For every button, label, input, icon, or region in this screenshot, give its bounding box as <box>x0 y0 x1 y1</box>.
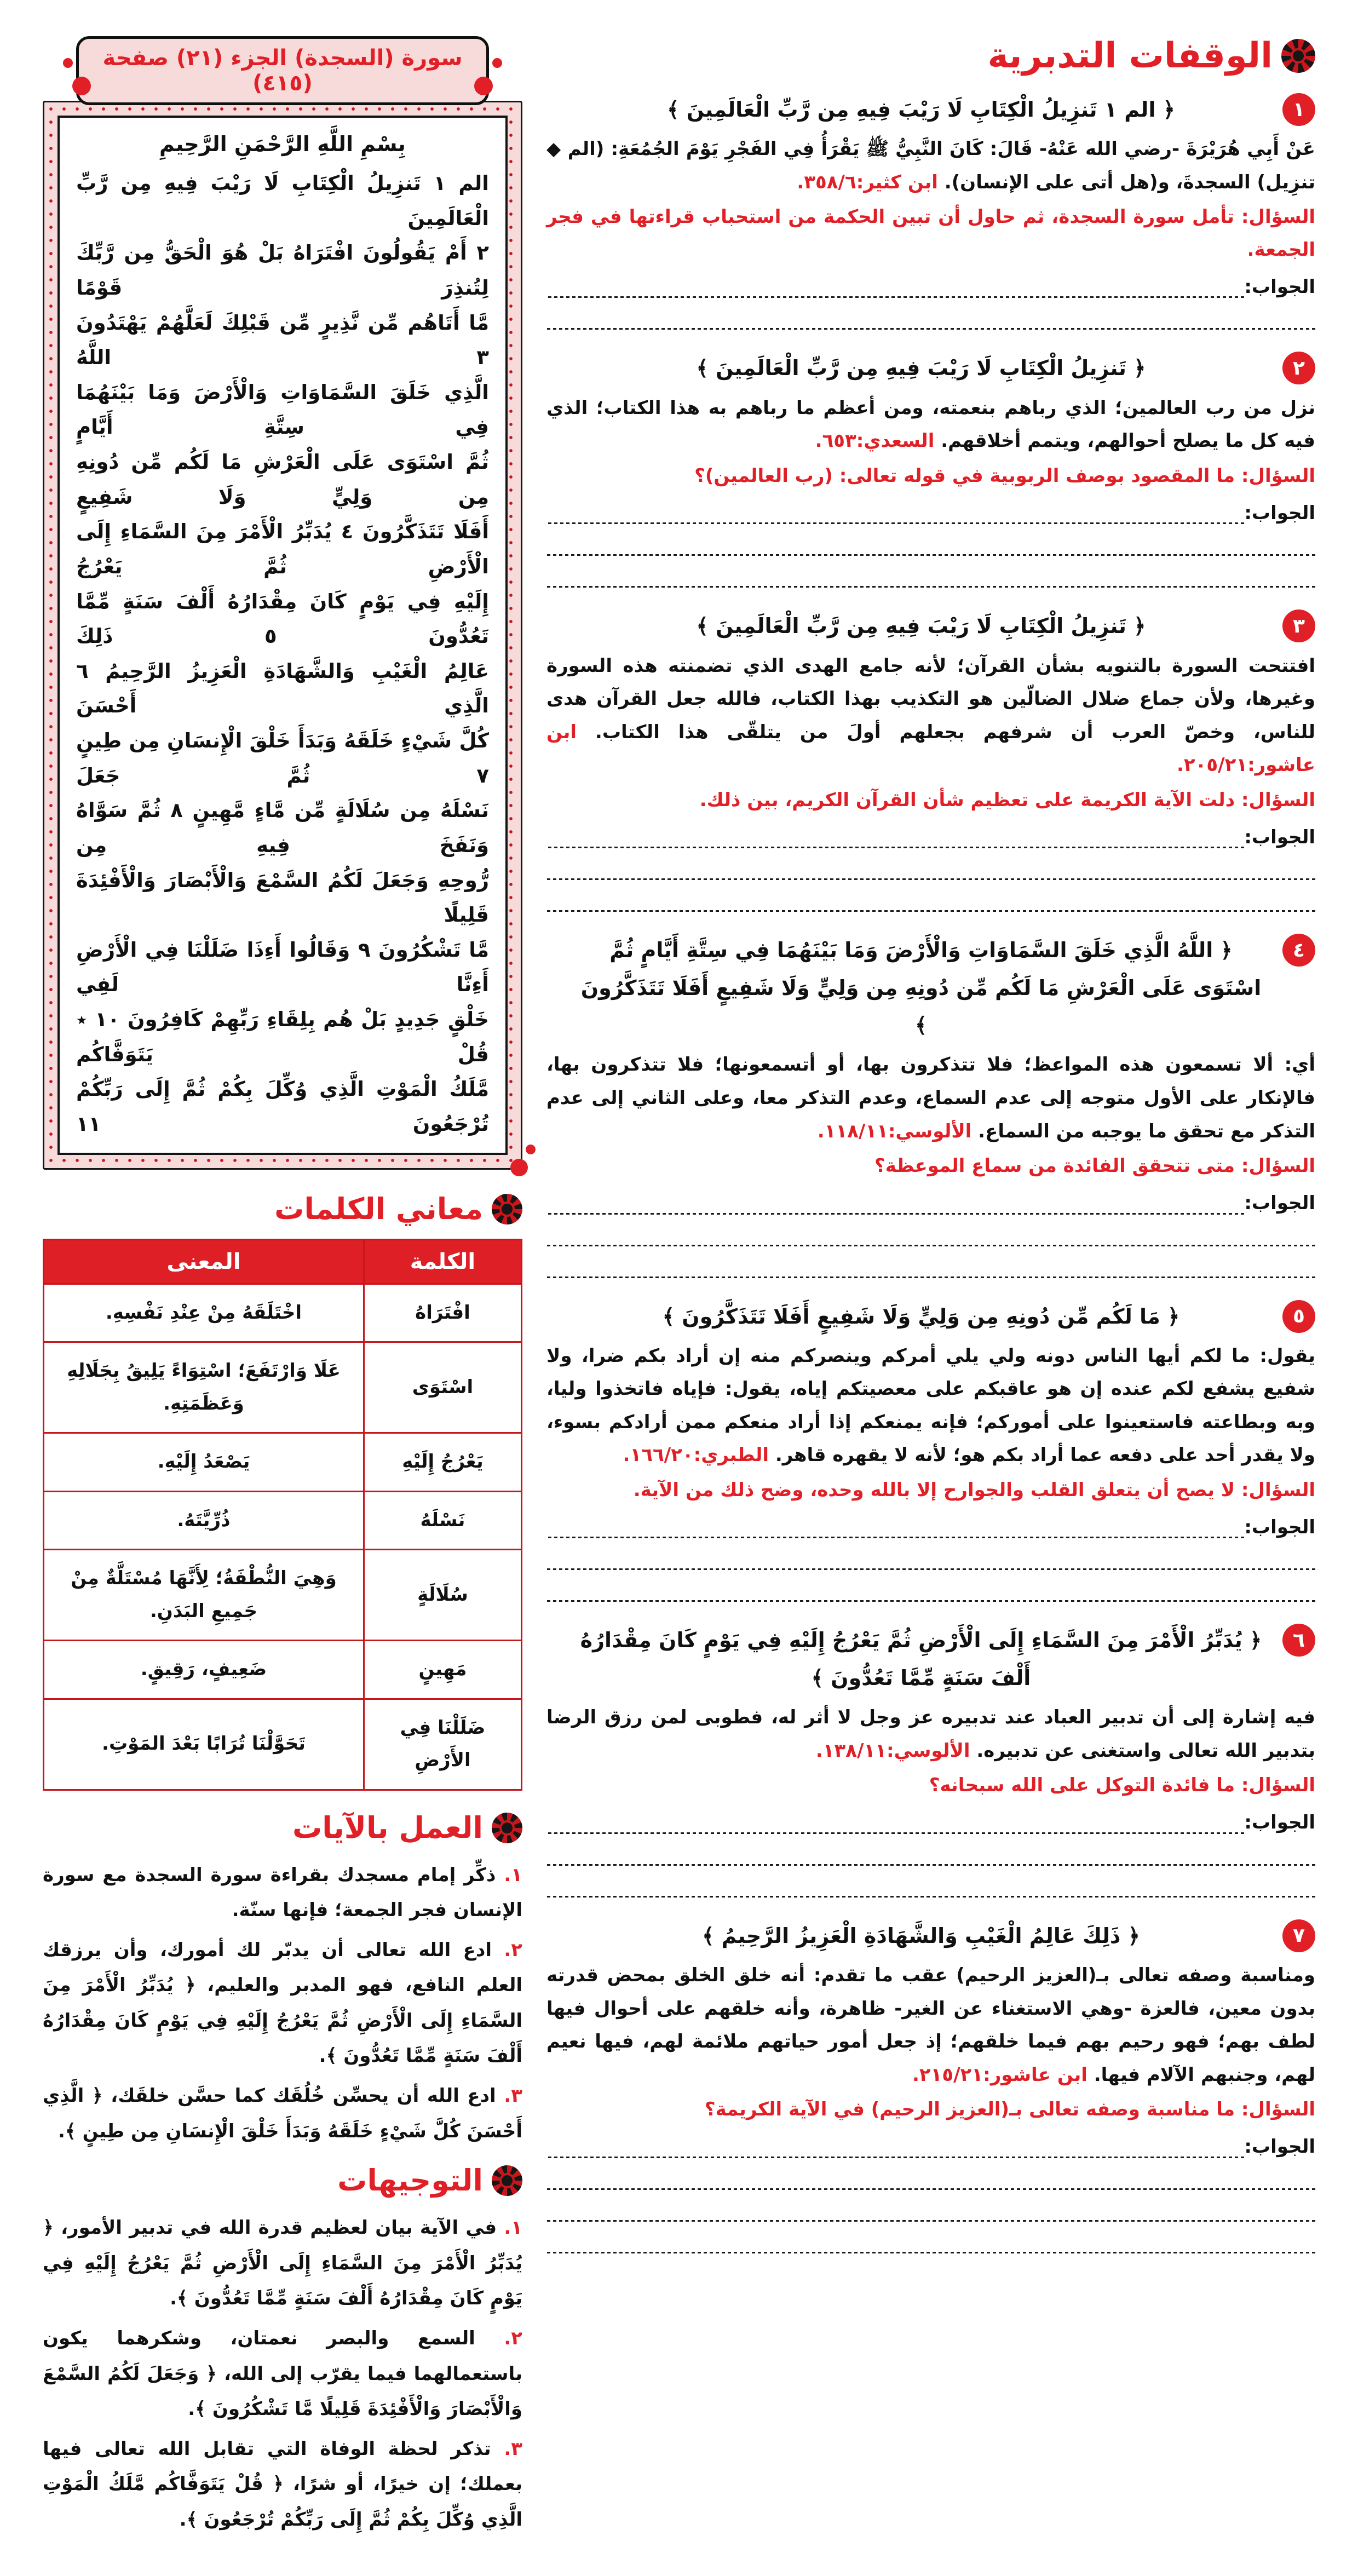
answer-block <box>546 492 1315 588</box>
answer-rule <box>546 1866 1315 1898</box>
section-title: العمل بالآيات <box>292 1810 483 1845</box>
item-number-badge: ١ <box>1282 93 1315 126</box>
quran-line: مَّا أَتَاهُم مِّن نَّذِيرٍ مِّن قَبْلِكَ لَعَلَّهُمْ يَهْتَدُونَ ٣ اللَّهُ <box>76 311 489 370</box>
answer-rule <box>546 2158 1315 2190</box>
mushaf-banner: سورة (السجدة) الجزء (٢١) صفحة (٤١٥) <box>76 36 488 105</box>
waqafat-section <box>546 36 1315 2270</box>
tawjihat-header <box>43 2165 522 2196</box>
answer-rule <box>546 2222 1315 2253</box>
waqafat-header <box>546 36 1315 76</box>
amal-list <box>43 1858 522 2149</box>
answer-label: الجواب: <box>1244 1811 1315 1833</box>
answer-label: الجواب: <box>1244 1516 1315 1538</box>
list-item-text: ادع الله أن يحسِّن خُلُقَك كما حسَّن خلقَك، ﴿ الَّذِي أَحْسَنَ كُلَّ شَيْءٍ خَلَقَهُ وَبَدَأَ خَلْقَ الْإِنسَانِ مِن طِينٍ ﴾. <box>43 2085 522 2142</box>
answer-rule <box>546 298 1315 330</box>
source-ref: السعدي:٦٥٣. <box>815 430 935 452</box>
vocab-word: يَعْرُجُ إِلَيْهِ <box>364 1433 521 1492</box>
commentary-text: افتتحت السورة بالتنويه بشأن القرآن؛ لأنه جامع الهدى الذي تضمنته هذه السورة وغيرها، ولأن جماع ضلال الضالّين هو التكذيب بهذا الكتاب، فالله جعل القرآن هدى للناس، وخصّ العرب أن شرفهم بجعلهم أولَ من يتلقّى هذا الكتاب. ابن عاشور:٢٠٥/٢١. <box>546 654 1316 777</box>
quran-line: أَفَلَا تَتَذَكَّرُونَ ٤ يُدَبِّرُ الْأَمْرَ مِنَ السَّمَاءِ إِلَى الْأَرْضِ ثُمَّ يَعْرُجُ <box>76 520 489 578</box>
list-item-text: في الآية بيان لعظيم قدرة الله في تدبير الأمور، ﴿ يُدَبِّرُ الْأَمْرَ مِنَ السَّمَاءِ إِلَى الْأَرْضِ ثُمَّ يَعْرُجُ إِلَيْهِ فِي يَوْمٍ كَانَ مِقْدَارُهُ أَلْفَ سَنَةٍ مِّمَّا تَعُدُّونَ ﴾. <box>43 2217 522 2310</box>
quran-line: خَلْقٍ جَدِيدٍ بَلْ هُم بِلِقَاءِ رَبِّهِمْ كَافِرُونَ ١٠ ٭ قُلْ يَتَوَفَّاكُم <box>76 1008 490 1066</box>
answer-rule <box>546 1507 1315 1538</box>
vocab-meaning: اخْتَلَقَهُ مِنْ عِنْدِ نَفْسِهِ. <box>44 1284 364 1342</box>
answer-block <box>546 1507 1315 1602</box>
item-number-badge: ٤ <box>1282 934 1315 967</box>
list-item-text: السمع والبصر نعمتان، وشكرهما يكون باستعمالهما فيما يقرّب إلى الله، ﴿ وَجَعَلَ لَكُمُ السَّمْعَ وَالْأَبْصَارَ وَالْأَفْئِدَةَ قَلِيلًا مَّا تَشْكُرُونَ ﴾. <box>43 2327 522 2420</box>
list-item-number: ٢. <box>504 1939 522 1961</box>
quran-line: رُّوحِهِ وَجَعَلَ لَكُمُ السَّمْعَ وَالْأَبْصَارَ وَالْأَفْئِدَةَ قَلِيلًا <box>76 868 489 927</box>
list-item-text: تذكر لحظة الوفاة التي تقابل الله تعالى فيها بعملك؛ إن خيرًا، أو شرًا، ﴿ قُلْ يَتَوَفَّاكُم مَّلَكُ الْمَوْتِ الَّذِي وُكِّلَ بِكُمْ ثُمَّ إِلَى رَبِّكُمْ تُرْجَعُونَ ﴾. <box>43 2437 522 2531</box>
rosette-icon <box>1281 39 1315 73</box>
answer-label: الجواب: <box>1244 1192 1315 1214</box>
table-row <box>44 1491 522 1550</box>
quran-line: الَّذِي خَلَقَ السَّمَاوَاتِ وَالْأَرْضَ وَمَا بَيْنَهُمَا فِي سِتَّةِ أَيَّامٍ <box>76 380 489 439</box>
bismillah: بِسْمِ اللَّهِ الرَّحْمَنِ الرَّحِيمِ <box>159 132 406 156</box>
verse-text: ﴿ تَنزِيلُ الْكِتَابِ لَا رَيْبَ فِيهِ مِن رَّبِّ الْعَالَمِينَ ﴾ <box>696 356 1146 381</box>
question-line: السؤال: ما المقصود بوصف الربوبية في قوله تعالى: (رب العالمين)؟ <box>694 464 1315 487</box>
waqfa-item <box>546 1618 1315 1897</box>
answer-rule <box>546 1802 1315 1834</box>
answer-rule <box>546 556 1315 588</box>
source-ref: ابن عاشور:٢١٥/٢١. <box>912 2063 1087 2086</box>
item-number-badge: ٢ <box>1282 352 1315 384</box>
table-row <box>44 1699 522 1790</box>
question-line: السؤال: ما مناسبة وصفه تعالى بـ(العزيز الرحيم) في الآية الكريمة؟ <box>704 2098 1315 2121</box>
answer-rule <box>546 1538 1315 1570</box>
verse-text: ﴿ مَا لَكُم مِّن دُونِهِ مِن وَلِيٍّ وَلَا شَفِيعٍ أَفَلَا تَتَذَكَّرُونَ ﴾ <box>662 1304 1180 1329</box>
answer-block <box>546 266 1315 330</box>
verse-row <box>546 604 1315 645</box>
list-item-number: ١. <box>504 1864 522 1886</box>
mushaf-frame <box>43 36 522 1170</box>
source-ref: الألوسي:١٣٨/١١. <box>815 1739 970 1762</box>
quran-line: عَالِمُ الْغَيْبِ وَالشَّهَادَةِ الْعَزِيزُ الرَّحِيمُ ٦ الَّذِي أَحْسَنَ <box>76 659 489 718</box>
answer-rule <box>546 1246 1315 1278</box>
vocab-word: ضَلَلْنَا فِي الأَرْضِ <box>364 1699 521 1790</box>
column-header-meaning: المعنى <box>44 1239 364 1284</box>
list-item <box>43 1933 522 2074</box>
verse-text: ﴿ الم ١ تَنزِيلُ الْكِتَابِ لَا رَيْبَ فِيهِ مِن رَّبِّ الْعَالَمِينَ ﴾ <box>667 97 1175 122</box>
source-ref: ابن عاشور:٢٠٥/٢١. <box>546 721 1315 777</box>
vocab-word: اسْتَوَى <box>364 1342 521 1433</box>
answer-block <box>546 1183 1315 1278</box>
waqfa-item <box>546 1295 1315 1602</box>
list-item <box>43 2321 522 2427</box>
answer-label: الجواب: <box>1244 275 1315 298</box>
corner-dot <box>510 1159 528 1176</box>
vocab-table <box>43 1239 522 1791</box>
vocab-word: سُلَالَةٍ <box>364 1550 521 1641</box>
rosette-icon <box>492 2165 522 2196</box>
answer-block <box>546 1802 1315 1898</box>
vocab-meaning: وَهِيَ النُّطْفَةُ؛ لِأَنَّهَا مُسْتَلَّةٌ مِنْ جَمِيعِ البَدَنِ. <box>44 1550 364 1641</box>
answer-rule <box>546 1183 1315 1215</box>
section-title: الوقفات التدبرية <box>987 36 1273 76</box>
quran-text <box>76 166 489 1142</box>
list-item-number: ١. <box>504 2217 522 2239</box>
source-ref: ابن كثير:٣٥٨/٦. <box>797 171 938 193</box>
section-title: التوجيهات <box>337 2163 483 2198</box>
table-row <box>44 1284 522 1342</box>
vocab-meaning: ذُرِّيَّتَهُ. <box>44 1491 364 1550</box>
table-row <box>44 1550 522 1641</box>
tawjihat-section <box>43 2165 522 2537</box>
verse-text: ﴿ تَنزِيلُ الْكِتَابِ لَا رَيْبَ فِيهِ مِن رَّبِّ الْعَالَمِينَ ﴾ <box>696 614 1146 639</box>
rosette-icon <box>492 1194 522 1224</box>
tawjihat-list <box>43 2210 522 2537</box>
vocab-meaning: يَصْعَدُ إِلَيْهِ. <box>44 1433 364 1492</box>
commentary-text: يقول: ما لكم أيها الناس دونه ولي يلي أمركم وينصركم منه إن أراد بكم ضرا، ولا شفيع يشفع لكم عنده إن هو عاقبكم على معصيتكم إياه، يقول: فإياه فاتخذوا وليا، وبه وبطاعته فاستعينوا على أموركم؛ فإنه يمنعكم إذا أراد منعكم ممن أرادكم بسوء، ولا يقدر أحد على دفعه عما أراد بكم هو؛ لأنه لا يقهره قاهر. الطبري:١٦٦/٢٠. <box>546 1344 1315 1467</box>
question-line: السؤال: دلت الآية الكريمة على تعظيم شأن القرآن الكريم، بين ذلك. <box>699 789 1315 811</box>
verse-row <box>546 88 1315 128</box>
list-item-text: ادع الله تعالى أن يدبّر لك أمورك، وأن يرزقك العلم النافع، فهو المدبر والعليم، ﴿ يُدَبِّرُ الْأَمْرَ مِنَ السَّمَاءِ إِلَى الْأَرْضِ ثُمَّ يَعْرُجُ إِلَيْهِ فِي يَوْمٍ كَانَ مِقْدَارُهُ أَلْفَ سَنَةٍ مِّمَّا تَعُدُّونَ ﴾. <box>43 1939 522 2067</box>
quran-line: إِلَيْهِ فِي يَوْمٍ كَانَ مِقْدَارُهُ أَلْفَ سَنَةٍ مِّمَّا تَعُدُّونَ ٥ ذَلِكَ <box>76 589 489 648</box>
mushaf-text-area <box>57 116 508 1155</box>
answer-rule <box>546 1834 1315 1866</box>
quran-line: مَّا تَشْكُرُونَ ٩ وَقَالُوا أَءِذَا ضَلَلْنَا فِي الْأَرْضِ أَءِنَّا لَفِي <box>76 938 489 997</box>
corner-dot <box>526 1145 536 1154</box>
item-number-badge: ٧ <box>1282 1919 1315 1952</box>
corner-dot <box>474 77 493 95</box>
waqafat-list <box>546 88 1315 2253</box>
verse-row <box>546 928 1315 1044</box>
answer-rule <box>546 1570 1315 1602</box>
list-item-number: ٣. <box>504 2437 523 2460</box>
verse-text: ﴿ ذَلِكَ عَالِمُ الْغَيْبِ وَالشَّهَادَةِ الْعَزِيزُ الرَّحِيمُ ﴾ <box>702 1923 1140 1948</box>
verse-row <box>546 1914 1315 1954</box>
verse-row <box>546 1295 1315 1335</box>
list-item <box>43 2431 522 2538</box>
vocab-header <box>43 1191 522 1226</box>
list-item-number: ٢. <box>504 2327 522 2350</box>
waqfa-item <box>546 928 1315 1278</box>
answer-rule <box>546 880 1315 912</box>
answer-block <box>546 817 1315 912</box>
waqfa-item <box>546 604 1315 912</box>
answer-block <box>546 2126 1315 2253</box>
table-row <box>44 1641 522 1699</box>
verse-text: ﴿ اللَّهُ الَّذِي خَلَقَ السَّمَاوَاتِ وَالْأَرْضَ وَمَا بَيْنَهُمَا فِي سِتَّةِ أَيَّامٍ ثُمَّ اسْتَوَى عَلَى الْعَرْشِ مَا لَكُم مِّن دُونِهِ مِن وَلِيٍّ وَلَا شَفِيعٍ أَفَلَا تَتَذَكَّرُونَ ﴾ <box>580 938 1262 1038</box>
mushaf-ornamental-border <box>43 101 522 1170</box>
quran-line: مَّلَكُ الْمَوْتِ الَّذِي وُكِّلَ بِكُمْ ثُمَّ إِلَى رَبِّكُمْ تُرْجَعُونَ ١١ <box>76 1077 489 1136</box>
commentary-text: ومناسبة وصفه تعالى بـ(العزيز الرحيم) عقب ما تقدم: أنه خلق الخلق بمحض قدرته بدون معين، فالعزة -وهي الاستغناء عن الغير- ظاهرة، وأنه خلقهم على أحوال فيها لطف بهم؛ فهو رحيم بهم فيما خلقهم؛ إذ جعل أمور حياتهم ملائمة لهم، فيها نعيم لهم، وجنبهم الآلام فيها. ابن عاشور:٢١٥/٢١. <box>546 1964 1315 2086</box>
waqfa-item <box>546 88 1315 330</box>
vocab-meaning: ضَعِيفٍ، رَقِيقٍ. <box>44 1641 364 1699</box>
vocab-section <box>43 1191 522 1791</box>
commentary-text: نزل من رب العالمين؛ الذي رباهم بنعمته، ومن أعظم ما رباهم به هذا الكتاب؛ الذي فيه كل ما يصلح أحوالهم، ويتمم أخلاقهم. السعدي:٦٥٣. <box>546 396 1315 452</box>
quran-line: ثُمَّ اسْتَوَى عَلَى الْعَرْشِ مَا لَكُم مِّن دُونِهِ مِن وَلِيٍّ وَلَا شَفِيعٍ <box>76 450 489 509</box>
list-item-number: ٣. <box>504 2085 522 2107</box>
question-line: السؤال: تأمل سورة السجدة، ثم حاول أن تبين الحكمة من استحباب قراءتها في فجر الجمعة. <box>546 206 1316 261</box>
list-item <box>43 1858 522 1928</box>
answer-label: الجواب: <box>1244 2135 1315 2158</box>
item-number-badge: ٥ <box>1282 1300 1315 1333</box>
verse-text: ﴿ يُدَبِّرُ الْأَمْرَ مِنَ السَّمَاءِ إِلَى الْأَرْضِ ثُمَّ يَعْرُجُ إِلَيْهِ فِي يَوْمٍ كَانَ مِقْدَارُهُ أَلْفَ سَنَةٍ مِّمَّا تَعُدُّونَ ﴾ <box>580 1628 1262 1690</box>
vocab-word: افْتَرَاهُ <box>364 1284 521 1342</box>
rosette-icon <box>492 1813 522 1843</box>
answer-rule <box>546 848 1315 880</box>
item-number-badge: ٣ <box>1282 610 1315 642</box>
answer-rule <box>546 266 1315 298</box>
corner-dot <box>63 58 73 68</box>
list-item <box>43 2210 522 2316</box>
corner-dot <box>492 58 502 68</box>
vocab-meaning: عَلَا وَارْتَفَعَ؛ اسْتِوَاءً يَلِيقُ بِجَلَالِهِ وَعَظَمَتِهِ. <box>44 1342 364 1433</box>
answer-rule <box>546 2126 1315 2158</box>
commentary-text: فيه إشارة إلى أن تدبير العباد عند تدبيره عز وجل لا أثر له، فطوبى لمن رزق الرضا بتدبير الله تعالى واستغنى عن تدبيره. الألوسي:١٣٨/١١. <box>546 1706 1315 1762</box>
waqfa-item <box>546 346 1315 588</box>
amal-header <box>43 1810 522 1845</box>
quran-line: كُلَّ شَيْءٍ خَلَقَهُ وَبَدَأَ خَلْقَ الْإِنسَانِ مِن طِينٍ ٧ ثُمَّ جَعَلَ <box>76 729 489 787</box>
answer-label: الجواب: <box>1244 502 1315 524</box>
table-row <box>44 1342 522 1433</box>
column-header-word: الكلمة <box>364 1239 521 1284</box>
amal-section <box>43 1810 522 2149</box>
answer-rule <box>546 817 1315 848</box>
answer-rule <box>546 492 1315 524</box>
section-title: معاني الكلمات <box>274 1191 483 1226</box>
source-ref: الطبري:١٦٦/٢٠. <box>623 1444 769 1467</box>
vocab-word: مَهِينٍ <box>364 1641 521 1699</box>
left-column <box>43 36 522 2554</box>
answer-rule <box>546 1215 1315 1246</box>
answer-rule <box>546 524 1315 556</box>
verse-row <box>546 1618 1315 1697</box>
commentary-text: عَنْ أَبِي هُرَيْرَةَ -رضي الله عَنْهُ- قَالَ: كَانَ النَّبِيُّ ﷺ يَقْرَأُ فِي الفَجْرِ يَوْمَ الجُمُعَةِ: (الم ◆ تنزِيل) السجدةَ، و(هل أتى على الإنسان). ابن كثير:٣٥٨/٦. <box>546 138 1315 193</box>
verse-row <box>546 346 1315 387</box>
question-line: السؤال: ما فائدة التوكل على الله سبحانه؟ <box>929 1774 1315 1797</box>
quran-line: الم ١ تَنزِيلُ الْكِتَابِ لَا رَيْبَ فِيهِ مِن رَّبِّ الْعَالَمِينَ <box>76 171 489 230</box>
quran-line: نَسْلَهُ مِن سُلَالَةٍ مِّن مَّاءٍ مَّهِينٍ ٨ ثُمَّ سَوَّاهُ وَنَفَخَ فِيهِ مِن <box>76 798 490 857</box>
answer-label: الجواب: <box>1244 826 1315 848</box>
source-ref: الألوسي:١١٨/١١. <box>817 1120 972 1142</box>
quran-line: ٢ أَمْ يَقُولُونَ افْتَرَاهُ بَلْ هُوَ الْحَقُّ مِن رَّبِّكَ لِتُنذِرَ قَوْمًا <box>76 241 489 300</box>
list-item-text: ذكِّر إمام مسجدك بقراءة سورة السجدة مع سورة الإنسان فجر الجمعة؛ فإنها سنّة. <box>43 1864 522 1922</box>
waqfa-item <box>546 1914 1315 2253</box>
vocab-meaning: تَحَوَّلْنَا تُرَابًا بَعْدَ المَوْتِ. <box>44 1699 364 1790</box>
vocab-word: نَسْلَهُ <box>364 1491 521 1550</box>
list-item <box>43 2078 522 2149</box>
item-number-badge: ٦ <box>1282 1624 1315 1657</box>
table-row <box>44 1433 522 1492</box>
commentary-text: أي: ألا تسمعون هذه المواعظ؛ فلا تتذكرون بها، أو أتسمعونها؛ فلا تتذكرون بها، فالإنكار على الأول متوجه إلى عدم السماع، وعدم التذكر معا، وعلى الثاني إلى عدم التذكر مع تحقق ما يوجبه من السماع. الألوسي:١١٨/١١. <box>546 1054 1315 1142</box>
answer-rule <box>546 2190 1315 2222</box>
question-line: السؤال: لا يصح أن يتعلق القلب والجوارح إلا بالله وحده، وضح ذلك من الآية. <box>633 1479 1315 1501</box>
question-line: السؤال: متى تتحقق الفائدة من سماع الموعظة؟ <box>874 1155 1315 1177</box>
